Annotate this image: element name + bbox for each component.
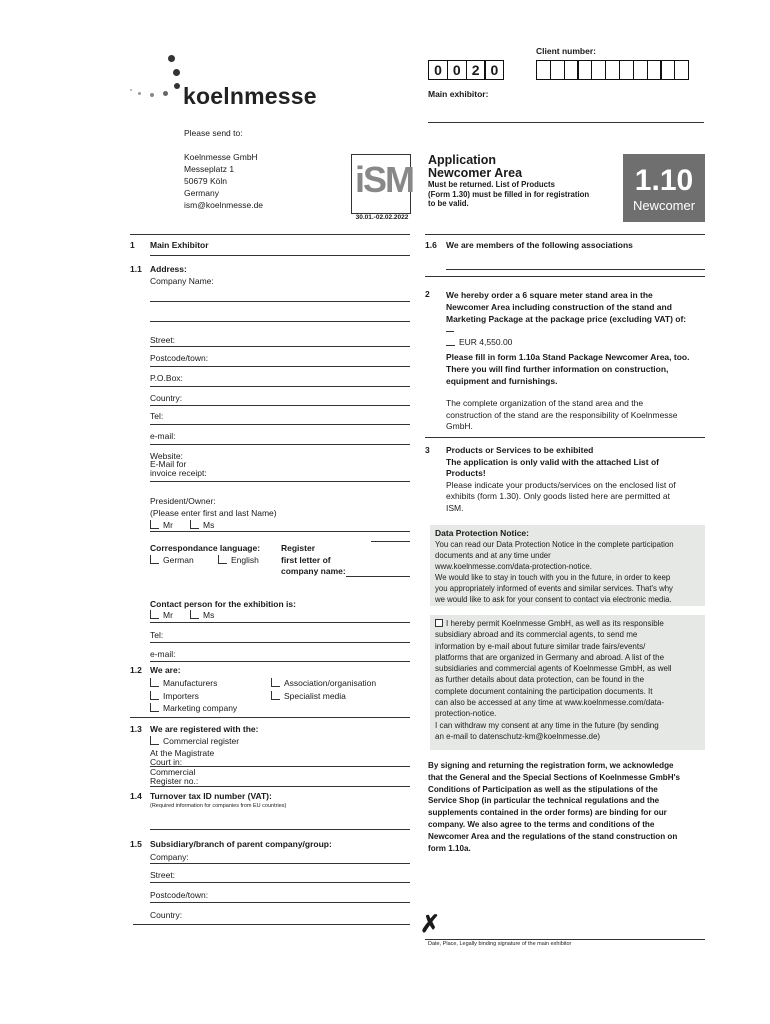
ism-dates: 30.01.-02.02.2022 [355, 214, 409, 221]
agreement-line: Conditions of Participation as well as the stipulations of the [428, 784, 658, 794]
section-2-number: 2 [425, 289, 430, 299]
registered-heading: We are registered with the: [150, 724, 259, 734]
importers-label: Importers [163, 691, 199, 701]
association-checkbox[interactable] [271, 678, 280, 687]
data-protection-line: www.koelnmesse.com/data-protection-notice. [435, 562, 592, 571]
country2-label: Country: [150, 910, 183, 920]
company-name-label: Company Name: [150, 276, 214, 286]
manufacturers-label: Manufacturers [163, 678, 218, 688]
form-badge [623, 154, 705, 222]
specialist-option[interactable] [271, 691, 346, 701]
application-note-line: (Form 1.30) must be filled in for registration [428, 189, 590, 199]
vat-heading: Turnover tax ID number (VAT): [150, 791, 272, 801]
client-digit: 0 [447, 60, 467, 80]
commercial-register-checkbox[interactable] [150, 736, 159, 745]
consent-line: subsidiaries and commercial agents of Koelnmesse GmbH, as well [435, 664, 672, 674]
main-exhibitor-field[interactable] [428, 122, 704, 123]
mr-checkbox[interactable] [150, 520, 159, 529]
importers-checkbox[interactable] [150, 691, 159, 700]
organization-note [446, 398, 678, 433]
tel-field[interactable] [150, 424, 410, 425]
english-label: English [231, 555, 259, 565]
consent-line: an e-mail to datenschutz-km@koelnmesse.de) [435, 731, 601, 741]
koelnmesse-logo [130, 55, 330, 115]
ms2-option[interactable] [190, 610, 214, 620]
president-field[interactable] [150, 531, 410, 532]
president-line: (Please enter first and last Name) [150, 508, 277, 518]
tel2-label: Tel: [150, 630, 164, 640]
consent-line: protection-notice. [435, 709, 497, 719]
association-label: Association/organisation [284, 678, 377, 688]
fill-note [446, 351, 689, 387]
consent-line: platforms that are organized in Germany and abroad. A list of the [435, 652, 665, 662]
tel2-field[interactable] [150, 642, 410, 643]
org-line: GmbH. [446, 421, 473, 431]
section-1-3-number: 1.3 [130, 724, 142, 734]
ms-option[interactable] [190, 520, 214, 530]
president-line: President/Owner: [150, 496, 216, 506]
top-rule-right [425, 234, 705, 235]
email-field[interactable] [150, 444, 410, 445]
comm-reg-line: Register no.: [150, 775, 199, 786]
email-invoice-line: E-Mail for [150, 459, 187, 469]
website-label: Website: [150, 451, 183, 461]
agreement-line: company. We also agree to the terms and conditions of the [428, 819, 655, 829]
ms2-checkbox[interactable] [190, 610, 199, 619]
data-protection-line: you appropriately informed of events and similar services. That's why [435, 584, 673, 593]
section-1-title: Main Exhibitor [150, 240, 209, 250]
logo-dot [173, 69, 180, 76]
signature-mark: ✗ [420, 911, 441, 938]
agreement-line: that the General and the Special Sections of Koelnmesse GmbH's [428, 772, 680, 782]
fill-line: equipment and furnishings. [446, 376, 558, 386]
postcode-field[interactable] [150, 366, 410, 367]
data-protection-line: we would like to ask for your consent to contact via electronic media. [435, 595, 672, 604]
pobox-field[interactable] [150, 386, 410, 387]
tel-label: Tel: [150, 411, 164, 421]
products-line: exhibits (form 1.30). Only goods listed here are permitted at [446, 491, 670, 501]
register-line: Register [281, 543, 316, 553]
products-line: ISM. [446, 502, 464, 513]
magistrate-label [150, 749, 214, 766]
ism-logo-text: iSM [355, 159, 414, 200]
client-number-input[interactable] [536, 60, 688, 82]
company-name-field-2[interactable] [150, 321, 410, 322]
association-option[interactable] [271, 678, 376, 688]
products-bold-line: The application is only valid with the attached List of [446, 456, 659, 467]
subsidiary-heading: Subsidiary/branch of parent company/group: [150, 839, 332, 849]
company-name-field[interactable] [150, 301, 410, 302]
data-protection-title: Data Protection Notice: [435, 528, 529, 538]
price-checkbox[interactable] [446, 337, 455, 346]
mr2-checkbox[interactable] [150, 610, 159, 619]
magistrate-line: At the Magistrate [150, 748, 215, 758]
pobox-label: P.O.Box: [150, 373, 183, 383]
ism-logo [351, 154, 414, 214]
consent-line: can also be accessed at any time at www.koelnmesse.com/data- [435, 698, 664, 708]
data-protection-line: documents and at any time under [435, 551, 551, 560]
postcode2-field[interactable] [150, 902, 410, 903]
order-line: We hereby order a 6 square meter stand area in the [446, 290, 653, 300]
german-checkbox[interactable] [150, 555, 159, 564]
email-label: e-mail: [150, 431, 176, 441]
street2-field[interactable] [150, 882, 410, 883]
products-section [446, 445, 676, 514]
application-title-1: Application [428, 153, 497, 167]
client-digit: 2 [466, 60, 486, 80]
order-line: Marketing Package at the package price (excluding VAT) of: [446, 314, 687, 324]
address-line: Messeplatz 1 [184, 164, 235, 174]
german-option[interactable] [150, 555, 194, 565]
logo-dot [138, 92, 141, 95]
application-note-line: to be valid. [428, 199, 469, 208]
client-digit: 0 [428, 60, 448, 80]
client-number-digits [428, 60, 503, 80]
address-line: ism@koelnmesse.de [184, 200, 264, 210]
price-option[interactable] [446, 331, 454, 332]
send-to-address [184, 151, 263, 211]
agreement-text [428, 760, 708, 854]
section-1-number: 1 [130, 240, 135, 250]
signature-field[interactable] [425, 939, 705, 940]
register-line: company name: [281, 566, 346, 576]
form-label: Newcomer [632, 198, 696, 213]
commercial-register-no-field[interactable] [150, 786, 410, 787]
logo-wordmark: koelnmesse [183, 83, 317, 109]
ms-label: Ms [203, 520, 215, 530]
consent-line: complete document containing the participation documents. It [435, 686, 653, 696]
marketing-label: Marketing company [163, 703, 238, 713]
manufacturers-option[interactable] [150, 678, 217, 688]
country-label: Country: [150, 393, 183, 403]
ms-checkbox[interactable] [190, 520, 199, 529]
correspondence-language-label: Correspondance language: [150, 543, 261, 553]
company-label: Company: [150, 852, 189, 862]
vat-field[interactable] [150, 829, 410, 830]
specialist-label: Specialist media [284, 691, 346, 701]
commercial-register-label: Commercial register [163, 736, 240, 746]
english-option[interactable] [218, 555, 259, 565]
ms2-label: Ms [203, 610, 215, 620]
products-bold-line: Products! [446, 468, 486, 478]
logo-dot [168, 55, 175, 62]
consent-checkbox[interactable] [435, 619, 443, 627]
mr2-option[interactable] [150, 610, 173, 620]
agreement-line: supplements contained in the order forms) are binding for our [428, 808, 667, 818]
importers-option[interactable] [150, 691, 199, 701]
marketing-option[interactable] [150, 703, 237, 713]
email2-field[interactable] [150, 661, 410, 662]
contact-person-label: Contact person for the exhibition is: [150, 599, 296, 609]
commercial-register-no-label [150, 768, 198, 785]
register-letter-field[interactable] [346, 576, 410, 577]
section-1-2-number: 1.2 [130, 665, 142, 675]
manufacturers-checkbox[interactable] [150, 678, 159, 687]
order-line: Newcomer Area including construction of the stand and [446, 302, 672, 312]
agreement-line: form 1.10a. [428, 843, 471, 853]
form-number: 1.10 [634, 164, 694, 197]
associations-heading: We are members of the following associations [446, 240, 633, 250]
section-1-1-number: 1.1 [130, 264, 142, 274]
company-field[interactable] [150, 863, 410, 864]
org-line: The complete organization of the stand area and the [446, 398, 644, 408]
address-line: 50679 Köln [184, 176, 228, 186]
email-invoice-line: invoice receipt: [150, 468, 207, 478]
section-1-6-number: 1.6 [425, 240, 437, 250]
email-invoice-label [150, 460, 207, 478]
associations-field-2[interactable] [425, 276, 705, 277]
order-text [446, 289, 686, 325]
logo-dot [174, 83, 180, 89]
register-line: first letter of [281, 554, 331, 565]
data-protection-line: We would like to stay in touch with you in the future, in order to keep [435, 573, 671, 582]
price-label: EUR 4,550.00 [459, 337, 513, 347]
top-rule-left [130, 234, 410, 235]
send-to-label: Please send to: [184, 128, 243, 138]
contact-name-field[interactable] [150, 622, 410, 623]
english-checkbox[interactable] [218, 555, 227, 564]
agreement-line: Newcomer Area and the regulations of the stand construction on [428, 831, 678, 841]
mr-label: Mr [163, 520, 173, 530]
president-label [150, 495, 277, 519]
application-title [428, 154, 522, 180]
address-line: Germany [184, 188, 219, 198]
org-line: construction of the stand are the responsibility of Koelnmesse [446, 409, 678, 420]
data-protection-notice [430, 525, 705, 606]
main-exhibitor-label: Main exhibitor: [428, 89, 489, 99]
register-letter-label [281, 543, 346, 578]
street-label: Street: [150, 335, 176, 345]
country-field[interactable] [150, 405, 410, 406]
email-invoice-field[interactable] [150, 481, 410, 482]
consent-line: as further details about data protection, can be found in the [435, 675, 645, 685]
consent-box [430, 615, 705, 750]
mr2-label: Mr [163, 610, 173, 620]
specialist-checkbox[interactable] [271, 691, 280, 700]
marketing-checkbox[interactable] [150, 703, 159, 712]
consent-line: I can withdraw my consent at any time in the future (by sending [435, 720, 659, 730]
client-number-label: Client number: [536, 46, 596, 56]
agreement-line: By signing and returning the registration form, we acknowledge [428, 761, 674, 770]
associations-field[interactable] [446, 269, 705, 270]
agreement-line: Service Shop (in particular the technical regulations and the [428, 796, 660, 806]
fill-line: Please fill in form 1.10a Stand Package Newcomer Area, too. [446, 352, 690, 362]
logo-dot [163, 91, 168, 96]
price-checkbox-row[interactable] [446, 337, 512, 347]
street2-label: Street: [150, 870, 176, 880]
logo-dot [150, 93, 154, 97]
client-digit: 0 [484, 60, 504, 80]
application-note [428, 180, 589, 209]
application-title-2: Newcomer Area [428, 166, 523, 180]
vat-note: (Required information for companies from EU countries) [150, 803, 287, 809]
section-3-number: 3 [425, 445, 430, 455]
consent-line: subsidiary abroad and its commercial agents, to send me [435, 630, 638, 640]
section-1-4-number: 1.4 [130, 791, 142, 801]
email2-label: e-mail: [150, 649, 176, 659]
country2-field[interactable] [133, 924, 410, 925]
postcode-label: Postcode/town: [150, 353, 209, 363]
german-label: German [163, 555, 194, 565]
address-line: Koelnmesse GmbH [184, 152, 258, 162]
fill-line: There you will find further information on construction, [446, 364, 669, 374]
application-note-line: Must be returned. List of Products [428, 180, 555, 189]
comm-reg-line: Commercial [150, 767, 196, 777]
we-are-heading: We are: [150, 665, 181, 675]
consent-line: information by e-mail about future similar trade fairs/events/ [435, 641, 646, 651]
street-field[interactable] [150, 346, 410, 347]
logo-dot [130, 89, 132, 91]
magistrate-line: Court in: [150, 756, 183, 767]
commercial-register-option[interactable] [150, 736, 239, 746]
data-protection-line: You can read our Data Protection Notice in the complete participation [435, 540, 674, 549]
products-title: Products or Services to be exhibited [446, 445, 594, 455]
section-1-5-number: 1.5 [130, 839, 142, 849]
signature-caption: Date, Place, Legally binding signature of the main exhibitor [428, 941, 572, 947]
products-line: Please indicate your products/services on the enclosed list of [446, 479, 676, 490]
address-heading: Address: [150, 264, 187, 274]
postcode2-label: Postcode/town: [150, 890, 209, 900]
consent-line: I hereby permit Koelnmesse GmbH, as well as its responsible [446, 619, 664, 628]
mr-option[interactable] [150, 520, 173, 530]
